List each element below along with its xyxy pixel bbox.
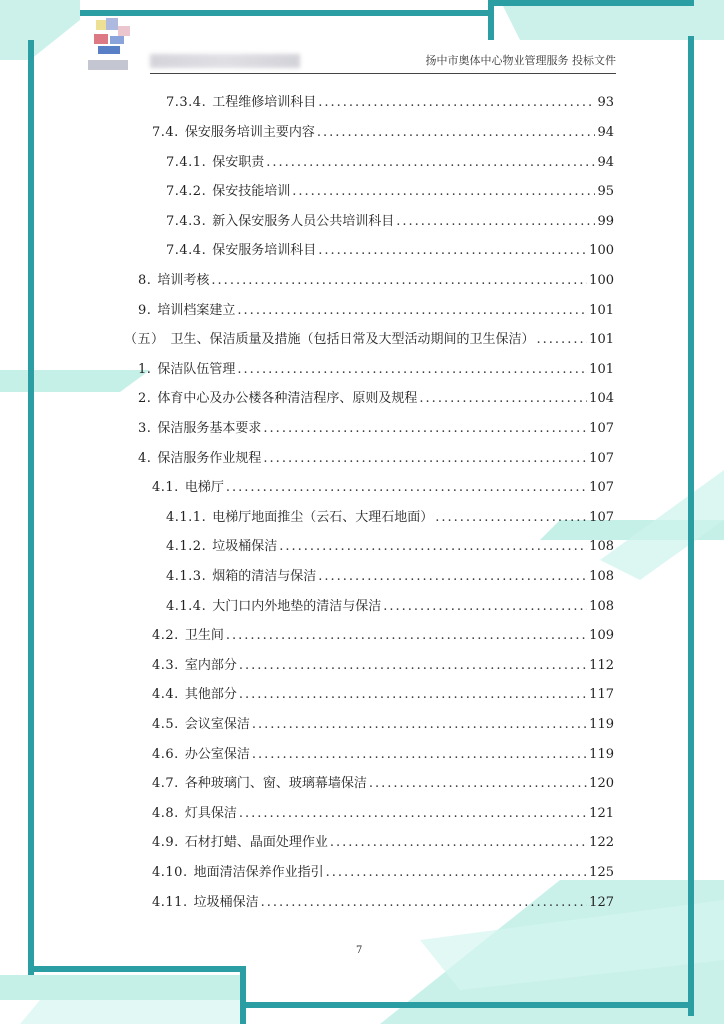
toc-page: 108 [589, 569, 614, 584]
toc-leader [226, 627, 587, 645]
toc-page: 122 [589, 835, 614, 850]
toc-page: 104 [589, 391, 614, 406]
toc-leader [317, 124, 596, 142]
toc-leader [318, 242, 587, 260]
toc-leader [263, 420, 587, 438]
toc-number: 8. [138, 273, 152, 288]
toc-leader [239, 686, 587, 704]
toc-entry[interactable] [152, 716, 614, 734]
toc-page: 101 [589, 303, 614, 318]
toc-number: 7.4.2. [166, 184, 207, 199]
toc-title: 保洁队伍管理 [157, 362, 236, 377]
toc-title: 卫生、保洁质量及措施（包括日常及大型活动期间的卫生保洁） [170, 332, 535, 347]
toc-entry[interactable] [152, 864, 614, 882]
toc-title: 大门口内外地垫的清洁与保洁 [212, 599, 382, 614]
toc-page: 119 [589, 747, 614, 762]
toc-entry[interactable] [166, 154, 614, 172]
toc-entry[interactable] [166, 509, 614, 527]
toc-title: 体育中心及办公楼各种清洁程序、原则及规程 [157, 391, 418, 406]
toc-page: 120 [589, 776, 614, 791]
toc-leader [266, 154, 595, 172]
toc-page: 100 [589, 243, 614, 258]
toc-number: 4.1.3. [166, 569, 207, 584]
toc-entry[interactable] [152, 627, 614, 645]
toc-entry[interactable] [138, 390, 614, 408]
toc-number: 4.1.4. [166, 599, 207, 614]
toc-leader [537, 331, 588, 349]
toc-leader [318, 94, 595, 112]
toc-entry[interactable] [152, 746, 614, 764]
toc-leader [211, 272, 587, 290]
toc-title: 垃圾桶保洁 [193, 895, 259, 910]
toc-title: 会议室保洁 [184, 717, 250, 732]
toc-number: 4.11. [152, 895, 188, 910]
toc-leader [261, 894, 588, 912]
toc-number: 1. [138, 362, 152, 377]
toc-title: 烟箱的清洁与保洁 [212, 569, 317, 584]
toc-title: 培训档案建立 [157, 303, 236, 318]
toc-entry[interactable] [152, 479, 614, 497]
toc-number: 7.4.1. [166, 155, 207, 170]
toc-entry[interactable] [166, 94, 614, 112]
toc-page: 94 [597, 155, 614, 170]
toc-entry[interactable] [152, 657, 614, 675]
toc-page: 101 [589, 362, 614, 377]
toc-title: 电梯厅地面推尘（云石、大理石地面） [212, 510, 434, 525]
toc-page: 107 [589, 480, 614, 495]
toc-page: 125 [589, 865, 614, 880]
toc-entry[interactable] [152, 805, 614, 823]
toc-number: 4.1.2. [166, 539, 207, 554]
toc-entry[interactable] [138, 420, 614, 438]
page-number: 7 [356, 945, 363, 956]
toc-title: 其他部分 [184, 687, 237, 702]
toc-leader [252, 746, 587, 764]
toc-number: 9. [138, 303, 152, 318]
toc-page: 112 [589, 658, 614, 673]
toc-title: 工程维修培训科目 [212, 95, 317, 110]
toc-page: 99 [597, 214, 614, 229]
toc-entry[interactable] [138, 272, 614, 290]
toc-title: 保洁服务作业规程 [157, 451, 262, 466]
toc-title: 电梯厅 [184, 480, 224, 495]
toc-entry[interactable] [166, 183, 614, 201]
toc-number: 7.4. [152, 125, 179, 140]
toc-entry[interactable] [166, 598, 614, 616]
toc-leader [237, 302, 587, 320]
toc-leader [318, 568, 587, 586]
toc-number: 4.9. [152, 835, 179, 850]
toc-title: 保安服务培训科目 [212, 243, 317, 258]
toc-leader [330, 834, 587, 852]
toc-title: 办公室保洁 [184, 747, 250, 762]
toc-number: 7.4.3. [166, 214, 207, 229]
toc-entry[interactable] [138, 302, 614, 320]
toc-leader [239, 805, 587, 823]
toc-page: 108 [589, 539, 614, 554]
toc-entry[interactable] [166, 213, 614, 231]
toc-number: 4.4. [152, 687, 179, 702]
toc-title: 培训考核 [157, 273, 210, 288]
toc-page: 100 [589, 273, 614, 288]
toc-title: 石材打蜡、晶面处理作业 [184, 835, 328, 850]
toc-leader [435, 509, 587, 527]
toc-number: 4.1.1. [166, 510, 207, 525]
toc-leader [383, 598, 587, 616]
toc-title: 保安服务培训主要内容 [184, 125, 315, 140]
toc-leader [279, 538, 587, 556]
toc-entry[interactable] [152, 894, 614, 912]
toc-leader [419, 390, 587, 408]
toc-page: 109 [589, 628, 614, 643]
toc-entry[interactable] [152, 124, 614, 142]
toc-title: 保安技能培训 [212, 184, 291, 199]
toc-number: 4.8. [152, 806, 179, 821]
toc-title: 灯具保洁 [184, 806, 237, 821]
toc-page: 121 [589, 806, 614, 821]
toc-page: 117 [589, 687, 614, 702]
toc-entry[interactable] [124, 331, 614, 349]
toc-title: 室内部分 [184, 658, 237, 673]
toc-page: 127 [589, 895, 614, 910]
toc-leader [226, 479, 587, 497]
toc-page: 95 [597, 184, 614, 199]
toc-page: 107 [589, 451, 614, 466]
toc-page: 93 [597, 95, 614, 110]
toc-page: 119 [589, 717, 614, 732]
toc-number: 4.1. [152, 480, 179, 495]
toc-title: 卫生间 [184, 628, 224, 643]
toc-number: 2. [138, 391, 152, 406]
toc-number: 4.7. [152, 776, 179, 791]
toc-entry[interactable] [152, 686, 614, 704]
toc-entry[interactable] [152, 775, 614, 793]
toc-entry[interactable] [166, 242, 614, 260]
toc-leader [237, 361, 587, 379]
toc-title: 保安职责 [212, 155, 265, 170]
toc-number: 4.10. [152, 865, 188, 880]
toc-page: 94 [597, 125, 614, 140]
toc-number: 7.4.4. [166, 243, 207, 258]
toc-entry[interactable] [166, 538, 614, 556]
toc-number: 4.3. [152, 658, 179, 673]
toc-page: 107 [589, 510, 614, 525]
toc-number: 7.3.4. [166, 95, 207, 110]
toc-title: 地面清洁保养作业指引 [193, 865, 324, 880]
toc-page: 107 [589, 421, 614, 436]
toc-leader [326, 864, 588, 882]
toc-entry[interactable] [138, 361, 614, 379]
toc-entry[interactable] [166, 568, 614, 586]
toc-leader [292, 183, 595, 201]
toc-number: 4. [138, 451, 152, 466]
toc-leader [263, 450, 587, 468]
toc-number: （五） [124, 332, 165, 347]
toc-title: 各种玻璃门、窗、玻璃幕墙保洁 [184, 776, 367, 791]
toc-title: 新入保安服务人员公共培训科目 [212, 214, 395, 229]
toc-page: 108 [589, 599, 614, 614]
toc-leader [239, 657, 587, 675]
toc-leader [396, 213, 595, 231]
toc-leader [252, 716, 587, 734]
toc-number: 4.5. [152, 717, 179, 732]
toc-number: 3. [138, 421, 152, 436]
toc-leader [369, 775, 587, 793]
toc-number: 4.2. [152, 628, 179, 643]
header-title: 扬中市奥体中心物业管理服务 投标文件 [425, 54, 616, 67]
toc-number: 4.6. [152, 747, 179, 762]
toc-entry[interactable] [152, 834, 614, 852]
toc-title: 垃圾桶保洁 [212, 539, 278, 554]
toc-entry[interactable] [138, 450, 614, 468]
toc-title: 保洁服务基本要求 [157, 421, 262, 436]
toc-page: 101 [589, 332, 614, 347]
